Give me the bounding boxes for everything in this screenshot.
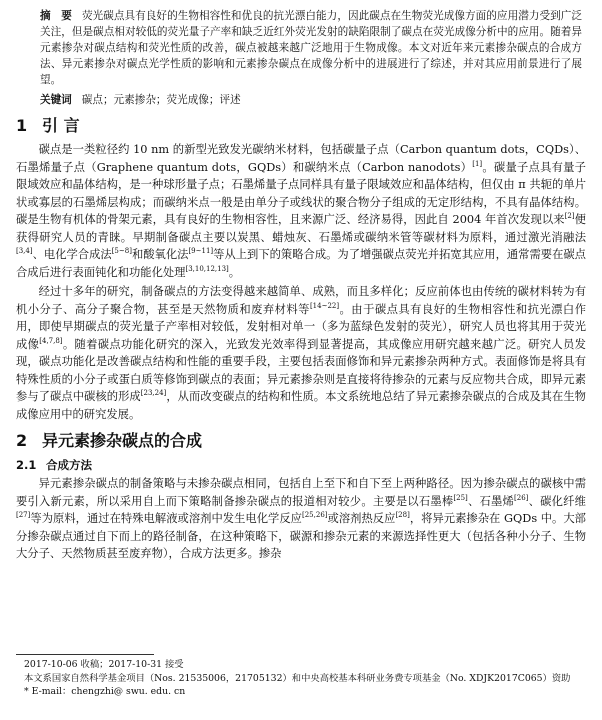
citation: [14~22] (309, 301, 340, 310)
text-run: 碳点是一类粒径约 10 nm 的新型光致发光碳纳米材料，包括碳量子点（Carbon quantum dots，CQDs）、石墨烯量子点（Graphene quantum dots，GQDs）和碳纳米点（Carbon nanodots） (16, 143, 586, 174)
abstract-text: 荧光碳点具有良好的生物相容性和优良的抗光漂白能力，因此碳点在生物荧光成像方面的应用潜力受到广泛关注，但是碳点相对较低的荧光量子产率和缺乏近红外荧光发射的缺陷限制了碳点在荧光成像分析中的应用。随着异元素掺杂对碳点结构和荧光性质的改善，碳点被越来越广泛地用于生物成像。本文对近年来元素掺杂碳点的合成方法、异元素掺杂对碳点光学性质的影响和元素掺杂碳点在成像分析中的进展进行了综述，并对其应用前景进行了展望。 (40, 10, 583, 86)
text-run: 、石墨烯 (467, 494, 515, 508)
section-1-title: 引 言 (42, 116, 80, 135)
text-run: 、电化学合成法 (32, 248, 112, 261)
footnote-received: 2017-10-06 收稿；2017-10-31 接受 (24, 659, 184, 670)
footnote-email: * E-mail：chengzhi@ swu. edu. cn (24, 686, 186, 697)
keywords-text: 碳点；元素掺杂；荧光成像；评述 (81, 94, 241, 106)
abstract-label: 摘 要 (40, 10, 72, 22)
citation: [1] (472, 159, 483, 168)
citation: [26] (514, 493, 529, 502)
subsection-2-1-heading (16, 457, 586, 473)
keywords (40, 92, 586, 108)
text-run: 和酸氧化法 (131, 248, 189, 261)
text-run: 。碳量子点具有量子限域效应和晶体结构，是一种球形量子点；石墨烯量子点同样具有量子限域效应和晶体结构，但仅由 π 共轭的单片状或寡层的石墨烯层构成；而碳纳米点一般是由单分子或线状的聚合物分子组成的无定形结构，不具有晶体结构。碳是生物有机体的骨架元素，具有良好的生物相容性，且来源广泛、经济易得，因此自 2004 年首次发现以来 (16, 160, 586, 226)
text-run: 经过十多年的研究，制备碳点的方法变得越来越简单、成熟，而且多样化；反应前体也由传统的碳材料转为有机小分子、高分子聚合物，甚至是天然物质和废弃材料等 (16, 285, 586, 316)
section-2-number: 2 (16, 431, 28, 450)
citation: [9~11] (188, 247, 214, 256)
text-run: 便获得研究人员的青睐。早期制备碳点主要以炭黑、蜡烛灰、石墨烯或碳纳米管等碳材料为原料，通过激光消融法 (16, 213, 586, 244)
text-run: 。由于碳点具有良好的生物相容性和抗光漂白作用，即使早期碳点的荧光量子产率相对较低，发射相对单一（多为蓝绿色发射的荧光），研究人员也将其用于荧光成像 (16, 302, 586, 351)
section-1-number: 1 (16, 116, 28, 135)
text-run: 、碳化纤维 (528, 494, 586, 508)
citation: [4,7,8] (39, 336, 63, 345)
section-2-heading (16, 431, 586, 451)
footnotes (16, 654, 586, 699)
section-2-title: 异元素掺杂碳点的合成 (42, 431, 203, 450)
citation: [2] (564, 212, 575, 221)
footnote-rule (16, 654, 154, 655)
text-run: 。 (228, 265, 241, 279)
text-run: 等为原料，通过在特殊电解液或溶剂中发生电化学反应 (30, 512, 302, 525)
text-run: ，将异元素掺杂在 GQDs 中。大部分掺杂碳点通过自下而上的路径制备，在这种策略下，碳源和掺杂元素的来源选择性更大（包括各种小分子、生物大分子、天然物质甚至废弃物），合成方法更多。掺杂 (16, 512, 586, 560)
citation: [28] (395, 511, 410, 520)
citation: [23,24] (140, 389, 167, 398)
subsection-2-1-paragraph-1 (16, 475, 586, 563)
citation: [25,26] (302, 511, 328, 520)
citation: [25] (453, 493, 468, 502)
text-run: ，从而改变碳点的结构和性质。本文系统地总结了异元素掺杂碳点的合成及其在生物成像应用中的研究发展。 (16, 390, 586, 421)
section-1-heading (16, 116, 586, 136)
keywords-label: 关键词 (40, 94, 72, 106)
text-run: 或溶剂热反应 (327, 512, 396, 525)
section-1-paragraph-1 (16, 141, 586, 281)
subsection-2-1-title: 合成方法 (46, 458, 92, 472)
section-1-paragraph-2 (16, 283, 586, 423)
footnote-funding: 本文系国家自然科学基金项目（Nos. 21535006，21705132）和中央高校基本科研业务费专项基金（No. XDJK2017C065）资助 (24, 672, 571, 684)
citation: [3,4] (16, 247, 33, 256)
subsection-2-1-number: 2.1 (16, 458, 37, 472)
citation: [5~8] (111, 247, 132, 256)
text-run: 等从上到下的策略合成。为了增强碳点荧光并拓宽其应用，通常需要在碳点合成后进行表面钝化和功能化处理 (16, 248, 586, 279)
citation: [27] (16, 511, 31, 520)
citation: [3,10,12,13] (185, 264, 229, 273)
abstract (40, 8, 582, 88)
text-run: 。随着碳点功能化研究的深入，光致发光效率得到显著提高，其成像应用研究越来越广泛。研究人员发现，碳点功能化是改善碳点结构和性能的重要手段，主要包括表面修饰和异元素掺杂两种方式。表面修饰是将具有特殊性质的小分子或蛋白质等修饰到碳点的表面；异元素掺杂则是直接将待掺杂的元素与反应物共合成，即异元素参与了碳点中碳核的形成 (16, 337, 586, 403)
text-run: 异元素掺杂碳点的制备策略与未掺杂碳点相同，包括自上至下和自下至上两种路径。因为掺杂碳点的碳核中需要引入新元素，所以采用自上而下策略制备掺杂碳点的报道相对较少。主要是以石墨棒 (16, 477, 586, 508)
